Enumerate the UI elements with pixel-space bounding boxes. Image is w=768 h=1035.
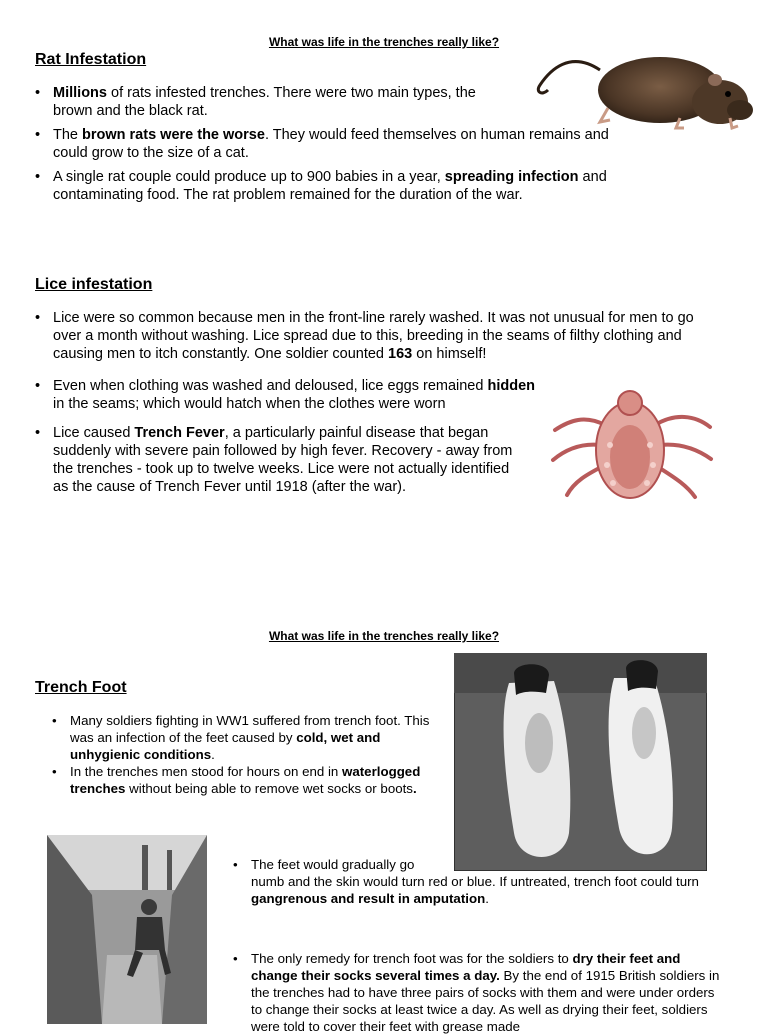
lice-bullet-2	[35, 377, 535, 413]
text-run: By the end of 1915 British soldiers in the trenches had to have three pairs of socks with them and were under orders to change their socks at least twice a day. As well as drying their feet, soldiers were told to cover their feet with grease made	[251, 968, 720, 1034]
text-run: of rats infested trenches. There were two main types, the brown and the black rat.	[53, 85, 476, 119]
text-run: dry their feet and change their socks several times a day.	[251, 951, 681, 983]
rat-illustration	[530, 30, 755, 135]
bullet-dot: •	[35, 425, 41, 441]
lice-bullet-1	[35, 309, 725, 363]
text-run: cold, wet and unhygienic conditions	[70, 730, 381, 762]
lice-bullet-3	[35, 424, 525, 496]
text-run: Millions	[53, 85, 107, 101]
text-run: The feet would gradually go	[251, 857, 415, 872]
text-run: waterlogged trenches	[70, 764, 421, 796]
bullet-dot: •	[52, 713, 57, 728]
text-run: Many soldiers fighting in WW1 suffered from trench foot. This was an infection of the feet caused by	[70, 713, 430, 745]
louse-illustration	[545, 385, 720, 505]
text-run: .	[485, 891, 489, 906]
text-run: Lice were so common because men in the front-line rarely washed. It was not unusual for men to go over a month without washing. Lice spread due to this, breeding in the seams of filthy clothing and causing men to itch constantly. One soldier counted	[53, 310, 694, 362]
trench-bullet-2	[52, 763, 442, 797]
trench-bullet-3-cont	[251, 873, 721, 907]
bullet-dot: •	[233, 857, 238, 872]
text-run: and contaminating food. The rat problem remained for the duration of the war.	[53, 169, 607, 203]
text-run: in the seams; which would hatch when the clothes were worn	[53, 396, 446, 412]
text-run: without being able to remove wet socks or boots	[125, 781, 413, 796]
text-run: on himself!	[412, 346, 487, 362]
text-run: hidden	[487, 378, 536, 394]
text-run: Trench Fever	[134, 425, 225, 441]
text-run: .	[412, 781, 417, 796]
text-run: spreading infection	[444, 169, 579, 185]
trench-soldier-photo	[47, 835, 207, 1024]
text-run: numb and the skin would turn red or blue. If untreated, trench foot could turn	[251, 874, 699, 889]
page-title-2: What was life in the trenches really like?	[268, 629, 500, 643]
bullet-dot: •	[233, 951, 238, 966]
lice-heading: Lice infestation	[35, 276, 153, 293]
text-run: , a particularly painful disease that began suddenly with severe pain followed by high fever. Recovery - away from the trenches - took up to twelve weeks. Lice were not actually identified as the cause of Trench Fever until 1918 (after the war).	[53, 425, 513, 495]
text-run: brown rats were the worse	[82, 127, 265, 143]
trench-bullet-3	[233, 856, 453, 873]
text-run: gangrenous and result in amputation	[251, 891, 486, 906]
rat-bullet-1	[35, 84, 515, 120]
trench-foot-heading: Trench Foot	[35, 679, 127, 696]
page-title-1: What was life in the trenches really like?	[268, 35, 500, 49]
text-run: The	[53, 127, 83, 143]
text-run: . They would feed themselves on human remains and could grow to the size of a cat.	[53, 127, 609, 161]
rat-bullet-3	[35, 168, 660, 204]
trench-foot-photo	[454, 653, 707, 871]
bullet-dot: •	[35, 169, 41, 185]
bullet-dot: •	[52, 764, 57, 779]
rat-heading: Rat Infestation	[35, 51, 147, 68]
bullet-dot: •	[35, 85, 41, 101]
bullet-dot: •	[35, 127, 41, 143]
text-run: Even when clothing was washed and deloused, lice eggs remained	[53, 378, 488, 394]
trench-bullet-4	[233, 950, 723, 1035]
bullet-dot: •	[35, 378, 41, 394]
text-run: .	[211, 747, 215, 762]
trench-bullet-1	[52, 712, 442, 763]
text-run: A single rat couple could produce up to 900 babies in a year,	[53, 169, 445, 185]
text-run: The only remedy for trench foot was for the soldiers to	[251, 951, 573, 966]
text-run: Lice caused	[53, 425, 135, 441]
text-run: In the trenches men stood for hours on end in	[70, 764, 343, 779]
bullet-dot: •	[35, 310, 41, 326]
text-run: 163	[388, 346, 413, 362]
